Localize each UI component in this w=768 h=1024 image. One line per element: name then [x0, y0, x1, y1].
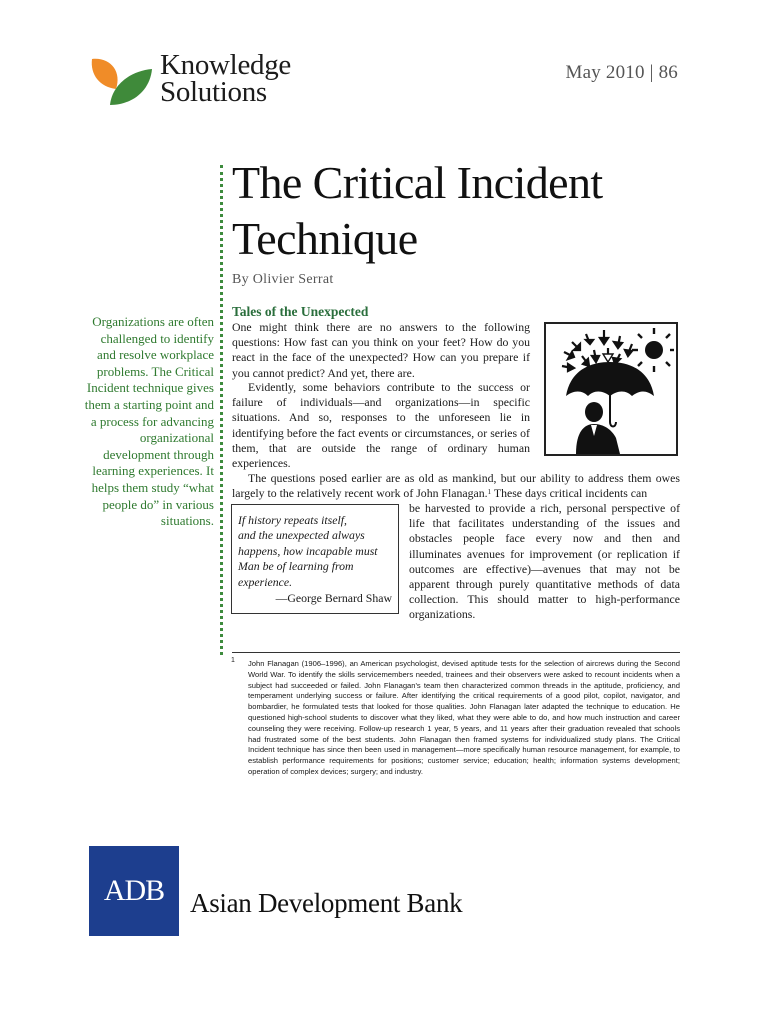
adb-name: Asian Development Bank — [190, 888, 463, 918]
page-title — [232, 155, 702, 267]
leaf-logo-icon — [88, 55, 154, 107]
byline: By Olivier Serrat — [232, 272, 334, 287]
quote-line: and the unexpected always — [238, 528, 365, 543]
quote-text — [238, 513, 392, 590]
footnote-divider — [232, 652, 680, 653]
logo-line-2: Solutions — [160, 76, 267, 108]
paragraph-3-text-end: These days critical incidents can — [491, 486, 648, 501]
paragraph-3-text: The questions posed earlier are as old as mankind, but our ability to address them owes largely to the relatively recent work of John Flanagan. — [232, 471, 680, 501]
quote-line: happens, how incapable must — [238, 543, 378, 558]
quote-line: experience. — [238, 574, 293, 589]
knowledge-solutions-logo — [88, 49, 318, 112]
quote-line: If history repeats itself, — [238, 513, 348, 527]
issue-date: May 2010 | 86 — [565, 62, 678, 83]
paragraph-4: be harvested to provide a rich, personal perspective of life that facilitates understanding of the issues and obstacles people face every now and then and illuminates avenues for improvement (or replication if outcomes are effective)—avenues that may not be apparent through purely quantitative methods of data collection. This should matter to high-performance organizations. — [409, 501, 680, 622]
paragraph-3 — [232, 471, 680, 501]
quote-line: Man be of learning from — [238, 559, 354, 574]
paragraph-2: Evidently, some behaviors contribute to the success or failure of individuals—and organizations—in specific situations. And so, responses to the unforeseen lie in identifying before the fact events or circumstances, or series of them, that are outside the range of ordinary human experiences. — [232, 380, 530, 471]
umbrella-illustration — [544, 322, 678, 456]
paragraph-1: One might think there are no answers to the following questions: How fast can you think on your feet? How do you react in the face of the unexpected? How can you prepare if you cannot predict? And yet, there are. — [232, 320, 530, 380]
quote-attribution: —George Bernard Shaw — [275, 591, 392, 606]
quote-box — [231, 504, 399, 614]
sidebar-summary: Organizations are often challenged to identify and resolve workplace problems. The Critical Incident technique gives them a starting point and a process for advancing organizational development through learning experiences. It helps them study “what people do” in various situations. — [84, 314, 214, 529]
footnote-number: 1 — [231, 657, 235, 664]
footnote-text: John Flanagan (1906–1996), an American psychologist, devised aptitude tests for the selection of aircrews during the Second World War. To identify the skills servicemembers needed, trainees and their observers were asked to recount incidents when a subject had succeeded or failed. John Flanagan's team then characterized common threads in the aptitude, proficiency, and temperament underlying success or failure. After identifying the critical requirements of a good pilot, copilot, navigator, and bombardier, he formulated tests that looked for those qualities. John Flanagan later adapted the technique to education. He questioned high-school students to discover what they liked, what they were able to do, and how much instruction and career counseling they were receiving. Follow-up research 1 year, 5 years, and 11 years after their graduation revealed that schools had frustrated some of the best students. John Flanagan then framed systems for individualized study plans. The Critical Incident technique has since then been used in management—more specifically human resource management, for example, to establish performance requirements for positions; customer service; education; health; information systems development; operation of complex devices; surgery; and industry. — [248, 659, 680, 776]
logo-wordmark — [160, 49, 291, 108]
logo-line-1: Knowledge — [160, 49, 291, 81]
section-heading: Tales of the Unexpected — [232, 304, 369, 319]
dotted-divider — [220, 165, 223, 655]
title-line-2: Technique — [232, 213, 418, 264]
footnote-reference[interactable]: 1 — [487, 488, 492, 497]
title-line-1: The Critical Incident — [232, 157, 603, 208]
adb-logo: ADB — [89, 846, 179, 936]
